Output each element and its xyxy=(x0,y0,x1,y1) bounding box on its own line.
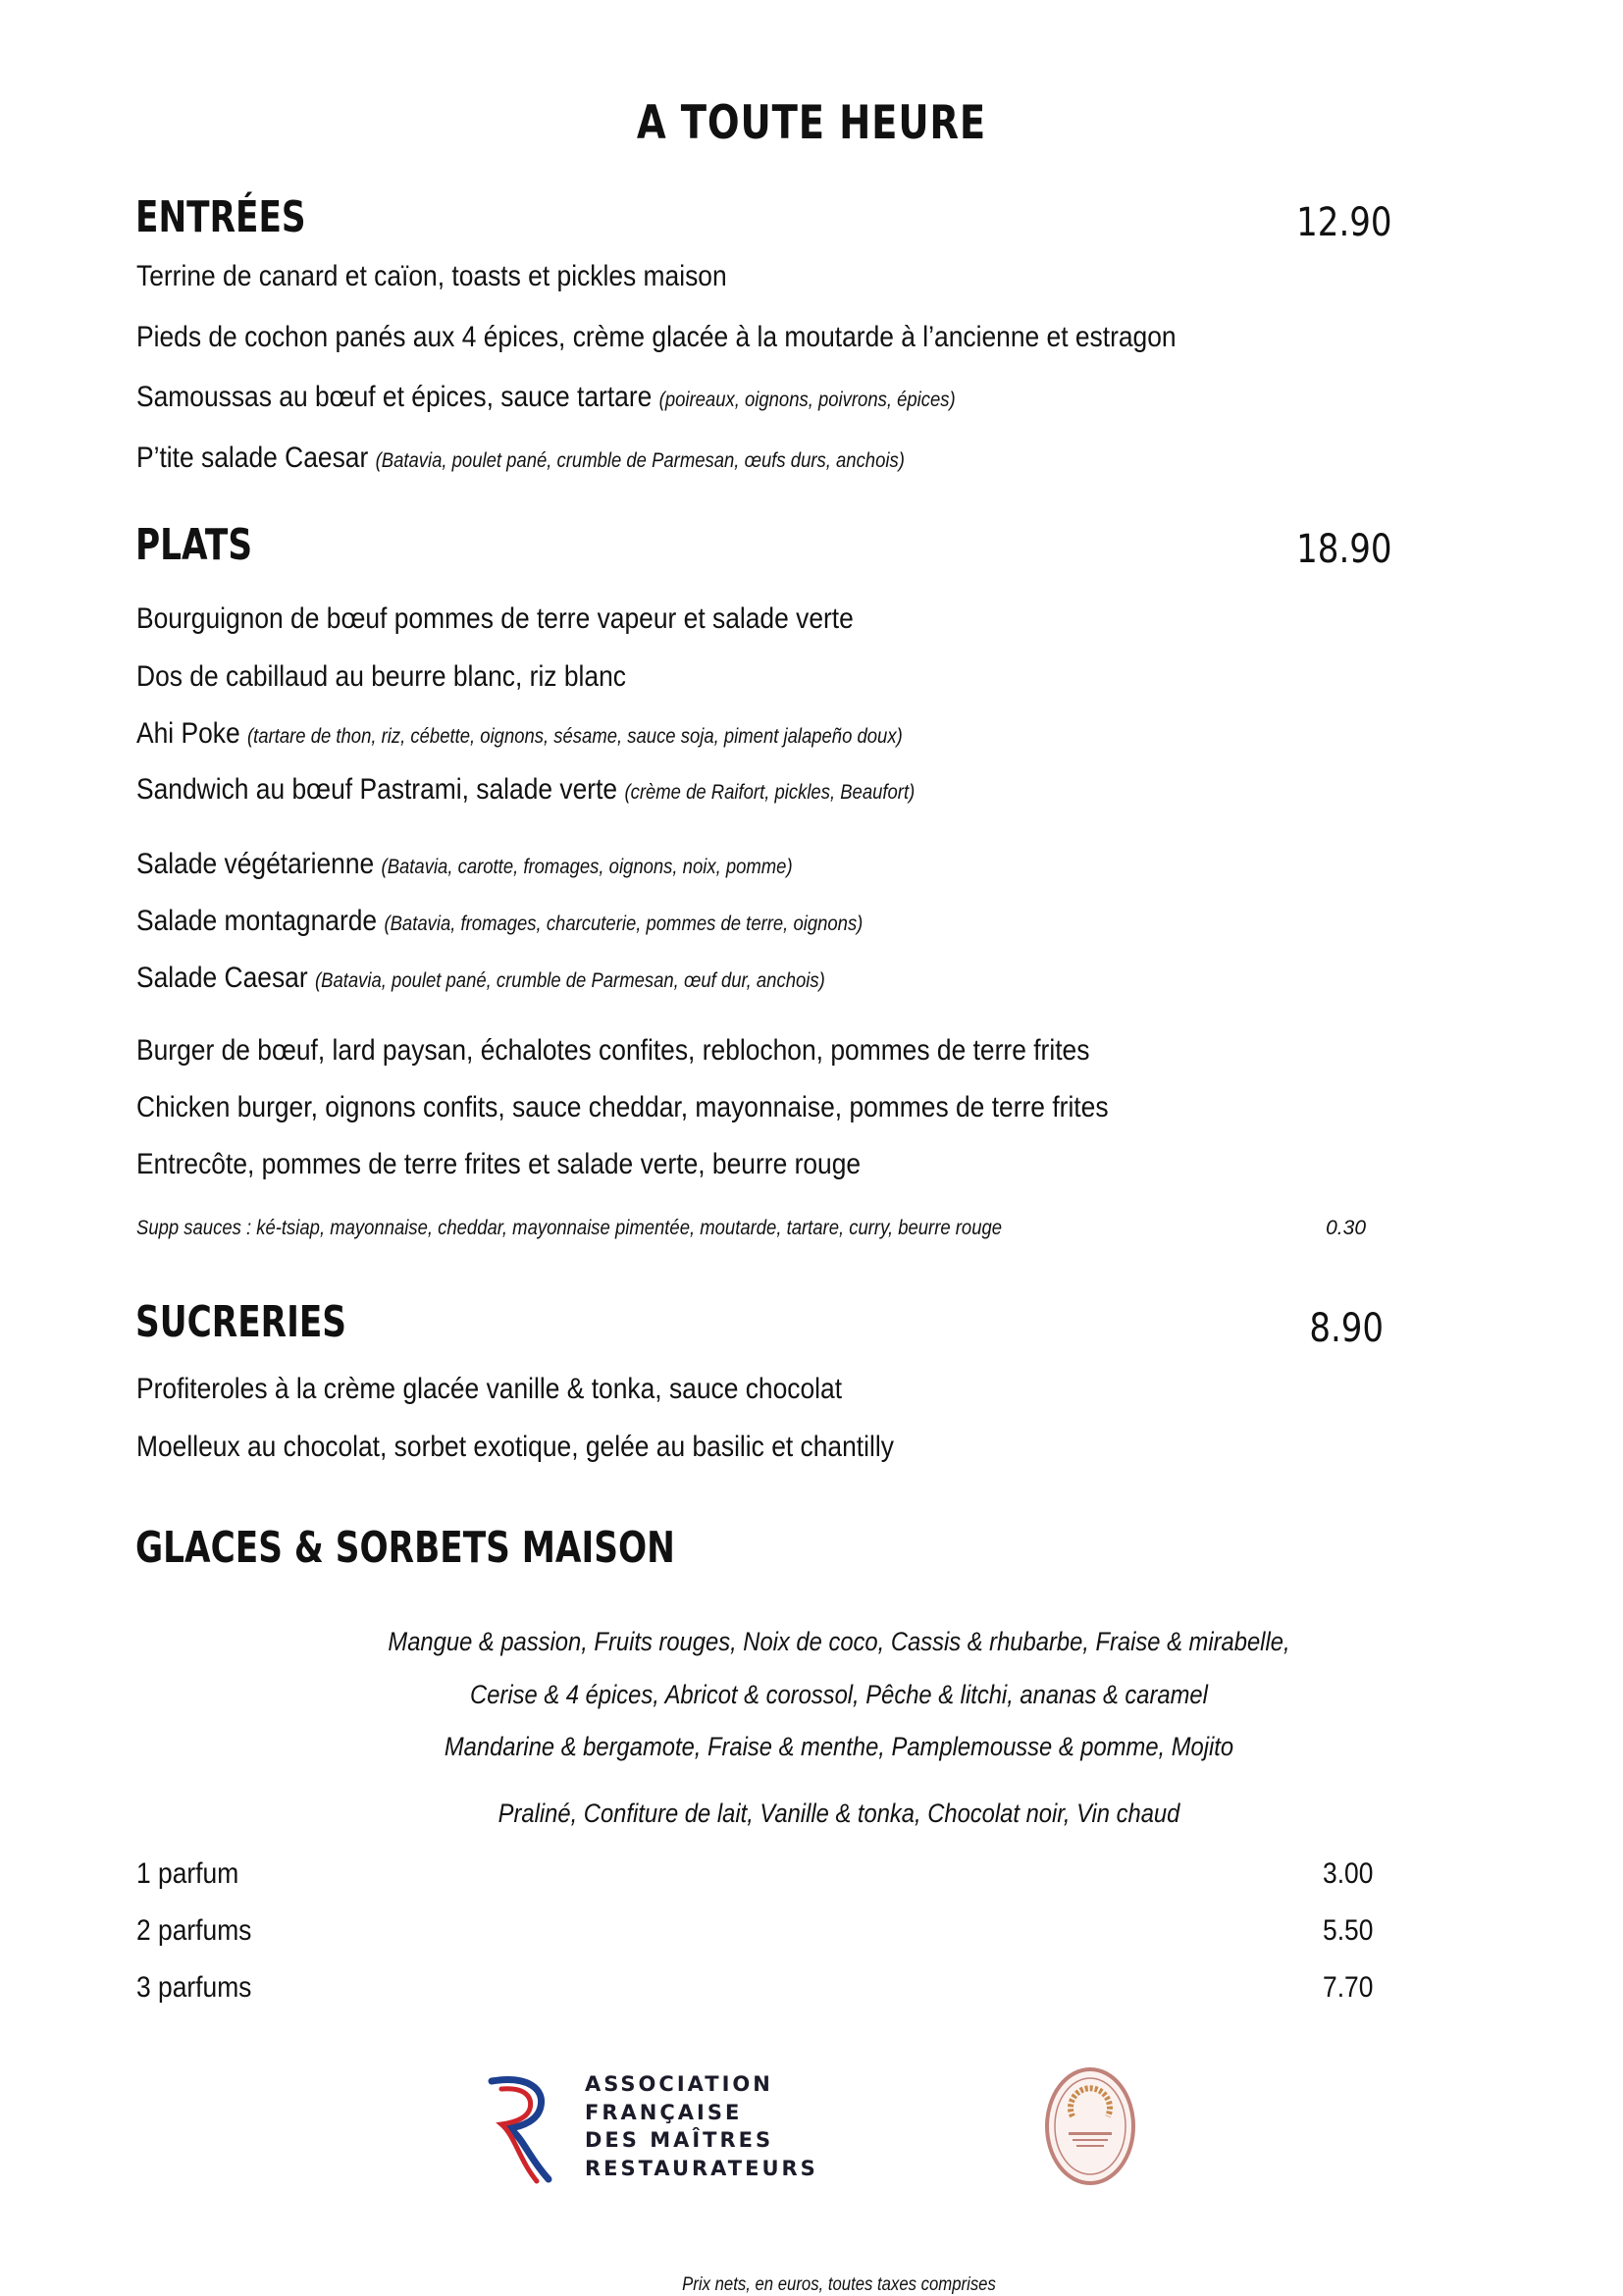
price-row-value: 7.70 xyxy=(1322,1971,1373,2004)
page-title: A TOUTE HEURE xyxy=(636,96,987,150)
supp-sauces-price: 0.30 xyxy=(1326,1217,1366,1239)
menu-item: Moelleux au chocolat, sorbet exotique, gelée au basilic et chantilly xyxy=(136,1431,894,1463)
maitres-restaurateurs-logo-icon xyxy=(484,2075,552,2185)
flavor-line: Cerise & 4 épices, Abricot & corossol, Pêche & litchi, ananas & caramel xyxy=(470,1680,1208,1709)
menu-item: P’tite salade Caesar (Batavia, poulet pané, crumble de Parmesan, œufs durs, anchois) xyxy=(136,442,905,474)
menu-item: Ahi Poke (tartare de thon, riz, cébette, oignons, sésame, sauce soja, piment jalapeño doux) xyxy=(136,717,903,750)
section-price-sucreries: 8.90 xyxy=(1309,1306,1384,1351)
footer-note: Prix nets, en euros, toutes taxes comprises xyxy=(682,2274,996,2295)
section-title-entrees: ENTRÉES xyxy=(135,192,306,242)
price-row-label: 1 parfum xyxy=(136,1857,239,1890)
supp-sauces-label: Supp sauces : ké-tsiap, mayonnaise, cheddar, mayonnaise pimentée, moutarde, tartare, curry, beurre rouge xyxy=(136,1217,1003,1239)
menu-item: Terrine de canard et caïon, toasts et pickles maison xyxy=(136,260,727,292)
restaurant-de-qualite-seal-icon xyxy=(1043,2065,1137,2188)
section-title-plats: PLATS xyxy=(135,520,253,570)
price-row-value: 3.00 xyxy=(1322,1857,1373,1890)
menu-item: Samoussas au bœuf et épices, sauce tartare (poireaux, oignons, poivrons, épices) xyxy=(136,381,956,413)
menu-item: Bourguignon de bœuf pommes de terre vapeur et salade verte xyxy=(136,602,854,635)
menu-item: Salade montagnarde (Batavia, fromages, charcuterie, pommes de terre, oignons) xyxy=(136,905,864,937)
menu-item: Burger de bœuf, lard paysan, échalotes confites, reblochon, pommes de terre frites xyxy=(136,1034,1090,1067)
menu-item: Pieds de cochon panés aux 4 épices, crème glacée à la moutarde à l’ancienne et estragon xyxy=(136,321,1177,353)
flavor-line: Mangue & passion, Fruits rouges, Noix de coco, Cassis & rhubarbe, Fraise & mirabelle, xyxy=(388,1627,1290,1656)
price-row-label: 3 parfums xyxy=(136,1971,252,2004)
flavor-line: Praliné, Confiture de lait, Vanille & tonka, Chocolat noir, Vin chaud xyxy=(497,1799,1180,1828)
association-name: ASSOCIATION FRANÇAISE DES MAÎTRES RESTAURATEURS xyxy=(585,2072,818,2180)
section-title-sucreries: SUCRERIES xyxy=(135,1297,347,1347)
menu-item: Salade Caesar (Batavia, poulet pané, crumble de Parmesan, œuf dur, anchois) xyxy=(136,962,825,994)
menu-item: Chicken burger, oignons confits, sauce cheddar, mayonnaise, pommes de terre frites xyxy=(136,1091,1109,1123)
section-price-entrees: 12.90 xyxy=(1296,200,1392,245)
price-row-label: 2 parfums xyxy=(136,1914,252,1947)
section-price-plats: 18.90 xyxy=(1296,527,1392,572)
menu-item: Sandwich au bœuf Pastrami, salade verte (crème de Raifort, pickles, Beaufort) xyxy=(136,773,916,806)
flavor-line: Mandarine & bergamote, Fraise & menthe, Pamplemousse & pomme, Mojito xyxy=(444,1732,1234,1761)
price-row-value: 5.50 xyxy=(1322,1914,1373,1947)
menu-item: Profiteroles à la crème glacée vanille & tonka, sauce chocolat xyxy=(136,1373,843,1405)
menu-item: Dos de cabillaud au beurre blanc, riz blanc xyxy=(136,660,626,693)
menu-item: Salade végétarienne (Batavia, carotte, fromages, oignons, noix, pomme) xyxy=(136,848,793,880)
section-title-glaces: GLACES & SORBETS MAISON xyxy=(135,1523,675,1573)
menu-item: Entrecôte, pommes de terre frites et salade verte, beurre rouge xyxy=(136,1148,862,1180)
